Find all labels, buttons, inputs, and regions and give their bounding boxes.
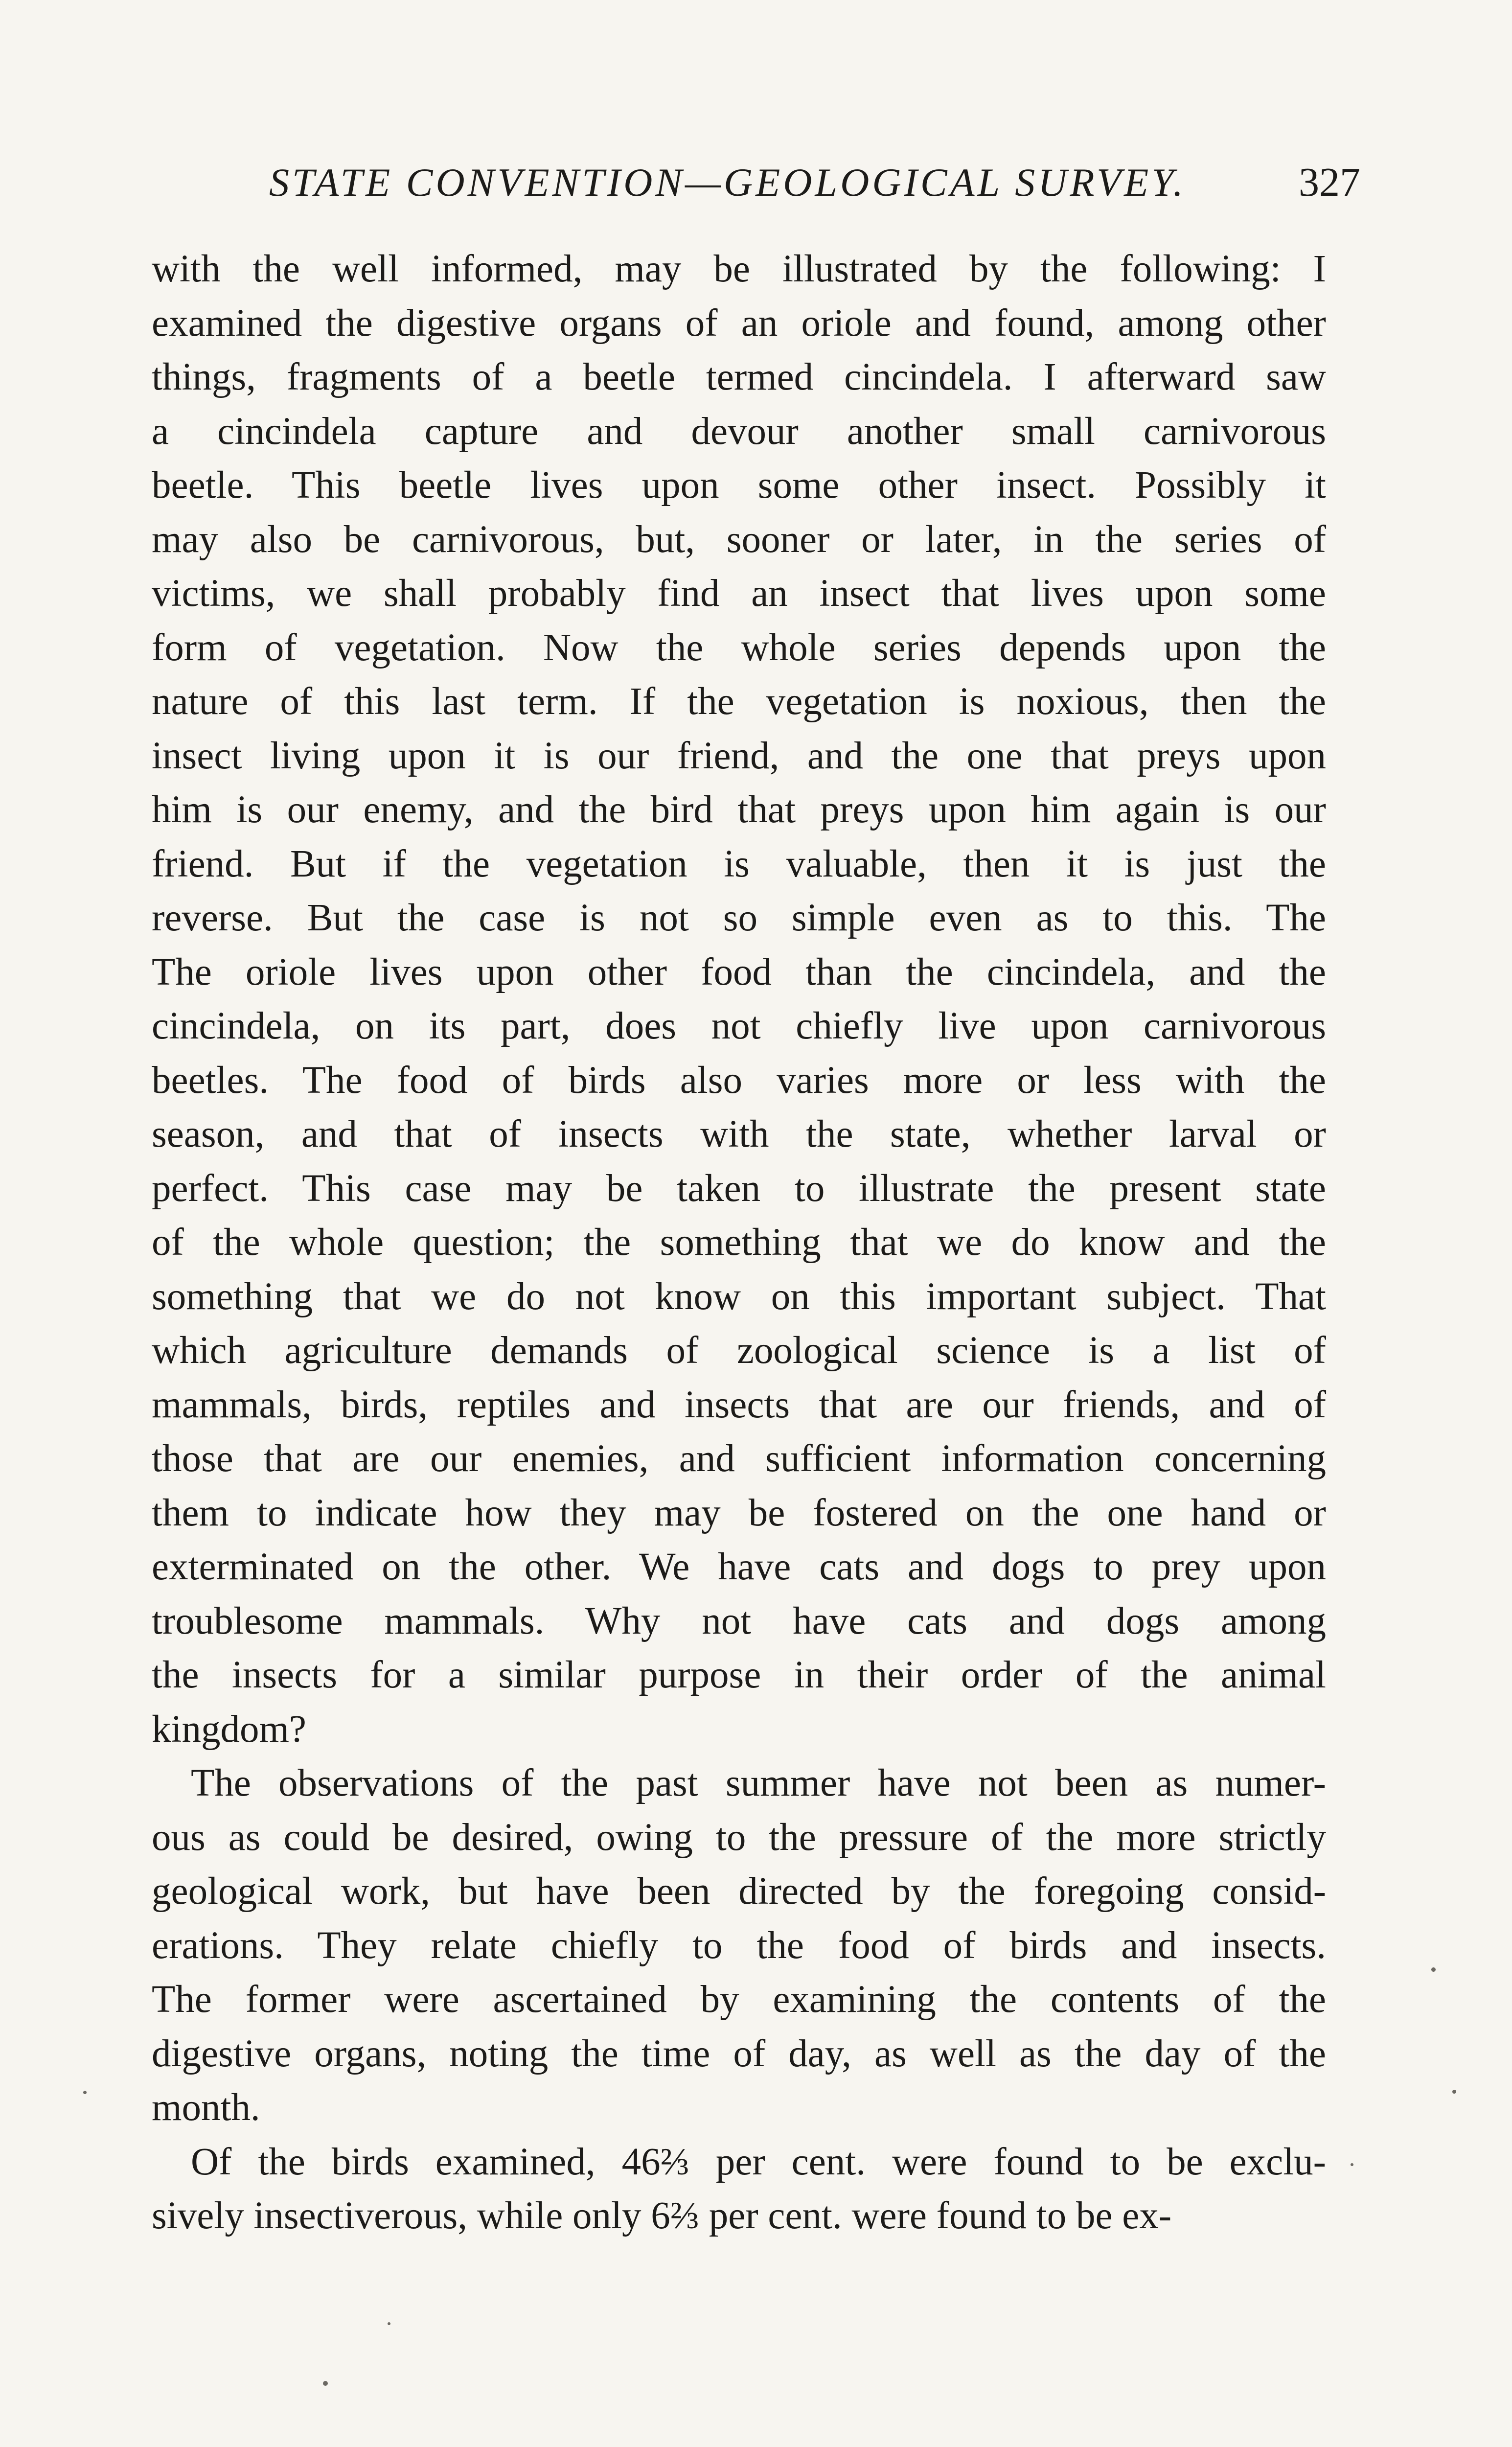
text-line: friend. But if the vegetation is valuable, then it is just the xyxy=(152,842,1326,885)
text-line: sively insectiverous, while only 6⅔ per cent. were found to be ex- xyxy=(152,2194,1172,2237)
text-line: The observations of the past summer have not been as numer- xyxy=(191,1762,1326,1804)
scan-speck xyxy=(1431,1967,1436,1972)
page-number: 327 xyxy=(1299,160,1360,205)
text-line: things, fragments of a beetle termed cincindela. I afterward saw xyxy=(152,356,1326,398)
text-line: cincindela, on its part, does not chiefly live upon carnivorous xyxy=(152,1005,1326,1047)
text-line: erations. They relate chiefly to the food of birds and insects. xyxy=(152,1924,1326,1967)
text-line: which agriculture demands of zoological science is a list of xyxy=(152,1329,1326,1372)
text-line: nature of this last term. If the vegetation is noxious, then the xyxy=(152,680,1326,723)
running-head xyxy=(269,156,1360,209)
text-line: kingdom? xyxy=(152,1708,306,1751)
text-line: reverse. But the case is not so simple even as to this. The xyxy=(152,897,1326,939)
paragraph-1 xyxy=(152,242,1326,1756)
scan-speck xyxy=(388,2322,390,2325)
text-line: of the whole question; the something that we do know and the xyxy=(152,1221,1326,1264)
text-line: troublesome mammals. Why not have cats and dogs among xyxy=(152,1599,1326,1642)
text-line: perfect. This case may be taken to illustrate the present state xyxy=(152,1167,1326,1210)
scan-speck xyxy=(1452,2090,1456,2094)
text-line: geological work, but have been directed by the foregoing consid- xyxy=(152,1870,1326,1913)
text-line: ous as could be desired, owing to the pressure of the more strictly xyxy=(152,1816,1326,1859)
text-line: The former were ascertained by examining the contents of the xyxy=(152,1978,1326,2021)
text-line: may also be carnivorous, but, sooner or later, in the series of xyxy=(152,518,1326,561)
text-line: beetle. This beetle lives upon some other insect. Possibly it xyxy=(152,464,1326,507)
text-line: digestive organs, noting the time of day, as well as the day of the xyxy=(152,2032,1326,2075)
paragraph-2 xyxy=(152,1756,1326,2135)
text-line: insect living upon it is our friend, and the one that preys upon xyxy=(152,734,1326,777)
text-line: form of vegetation. Now the whole series depends upon the xyxy=(152,626,1326,669)
scan-speck xyxy=(83,2091,87,2094)
running-title: STATE CONVENTION—GEOLOGICAL SURVEY. xyxy=(269,160,1186,205)
body-text xyxy=(152,242,1326,2243)
text-line: victims, we shall probably find an insect that lives upon some xyxy=(152,572,1326,615)
text-line: month. xyxy=(152,2086,260,2129)
text-line: The oriole lives upon other food than the cincindela, and the xyxy=(152,950,1326,993)
text-line: him is our enemy, and the bird that preys upon him again is our xyxy=(152,788,1326,831)
text-line: beetles. The food of birds also varies more or less with the xyxy=(152,1059,1326,1102)
text-line: Of the birds examined, 46⅔ per cent. were found to be exclu- xyxy=(191,2140,1326,2183)
text-line: season, and that of insects with the state, whether larval or xyxy=(152,1113,1326,1155)
scan-speck xyxy=(323,2381,328,2386)
text-line: with the well informed, may be illustrated by the following: I xyxy=(152,248,1326,290)
text-line: a cincindela capture and devour another small carnivorous xyxy=(152,410,1326,453)
text-line: examined the digestive organs of an oriole and found, among other xyxy=(152,301,1326,345)
paragraph-3 xyxy=(152,2135,1326,2243)
scan-speck xyxy=(1351,2163,1353,2166)
text-line: the insects for a similar purpose in their order of the animal xyxy=(152,1654,1326,1696)
text-line: them to indicate how they may be fostered on the one hand or xyxy=(152,1491,1326,1534)
text-line: those that are our enemies, and sufficient information concerning xyxy=(152,1437,1326,1480)
text-line: exterminated on the other. We have cats and dogs to prey upon xyxy=(152,1546,1326,1588)
text-line: mammals, birds, reptiles and insects that are our friends, and of xyxy=(152,1383,1326,1426)
text-line: something that we do not know on this important subject. That xyxy=(152,1275,1326,1318)
